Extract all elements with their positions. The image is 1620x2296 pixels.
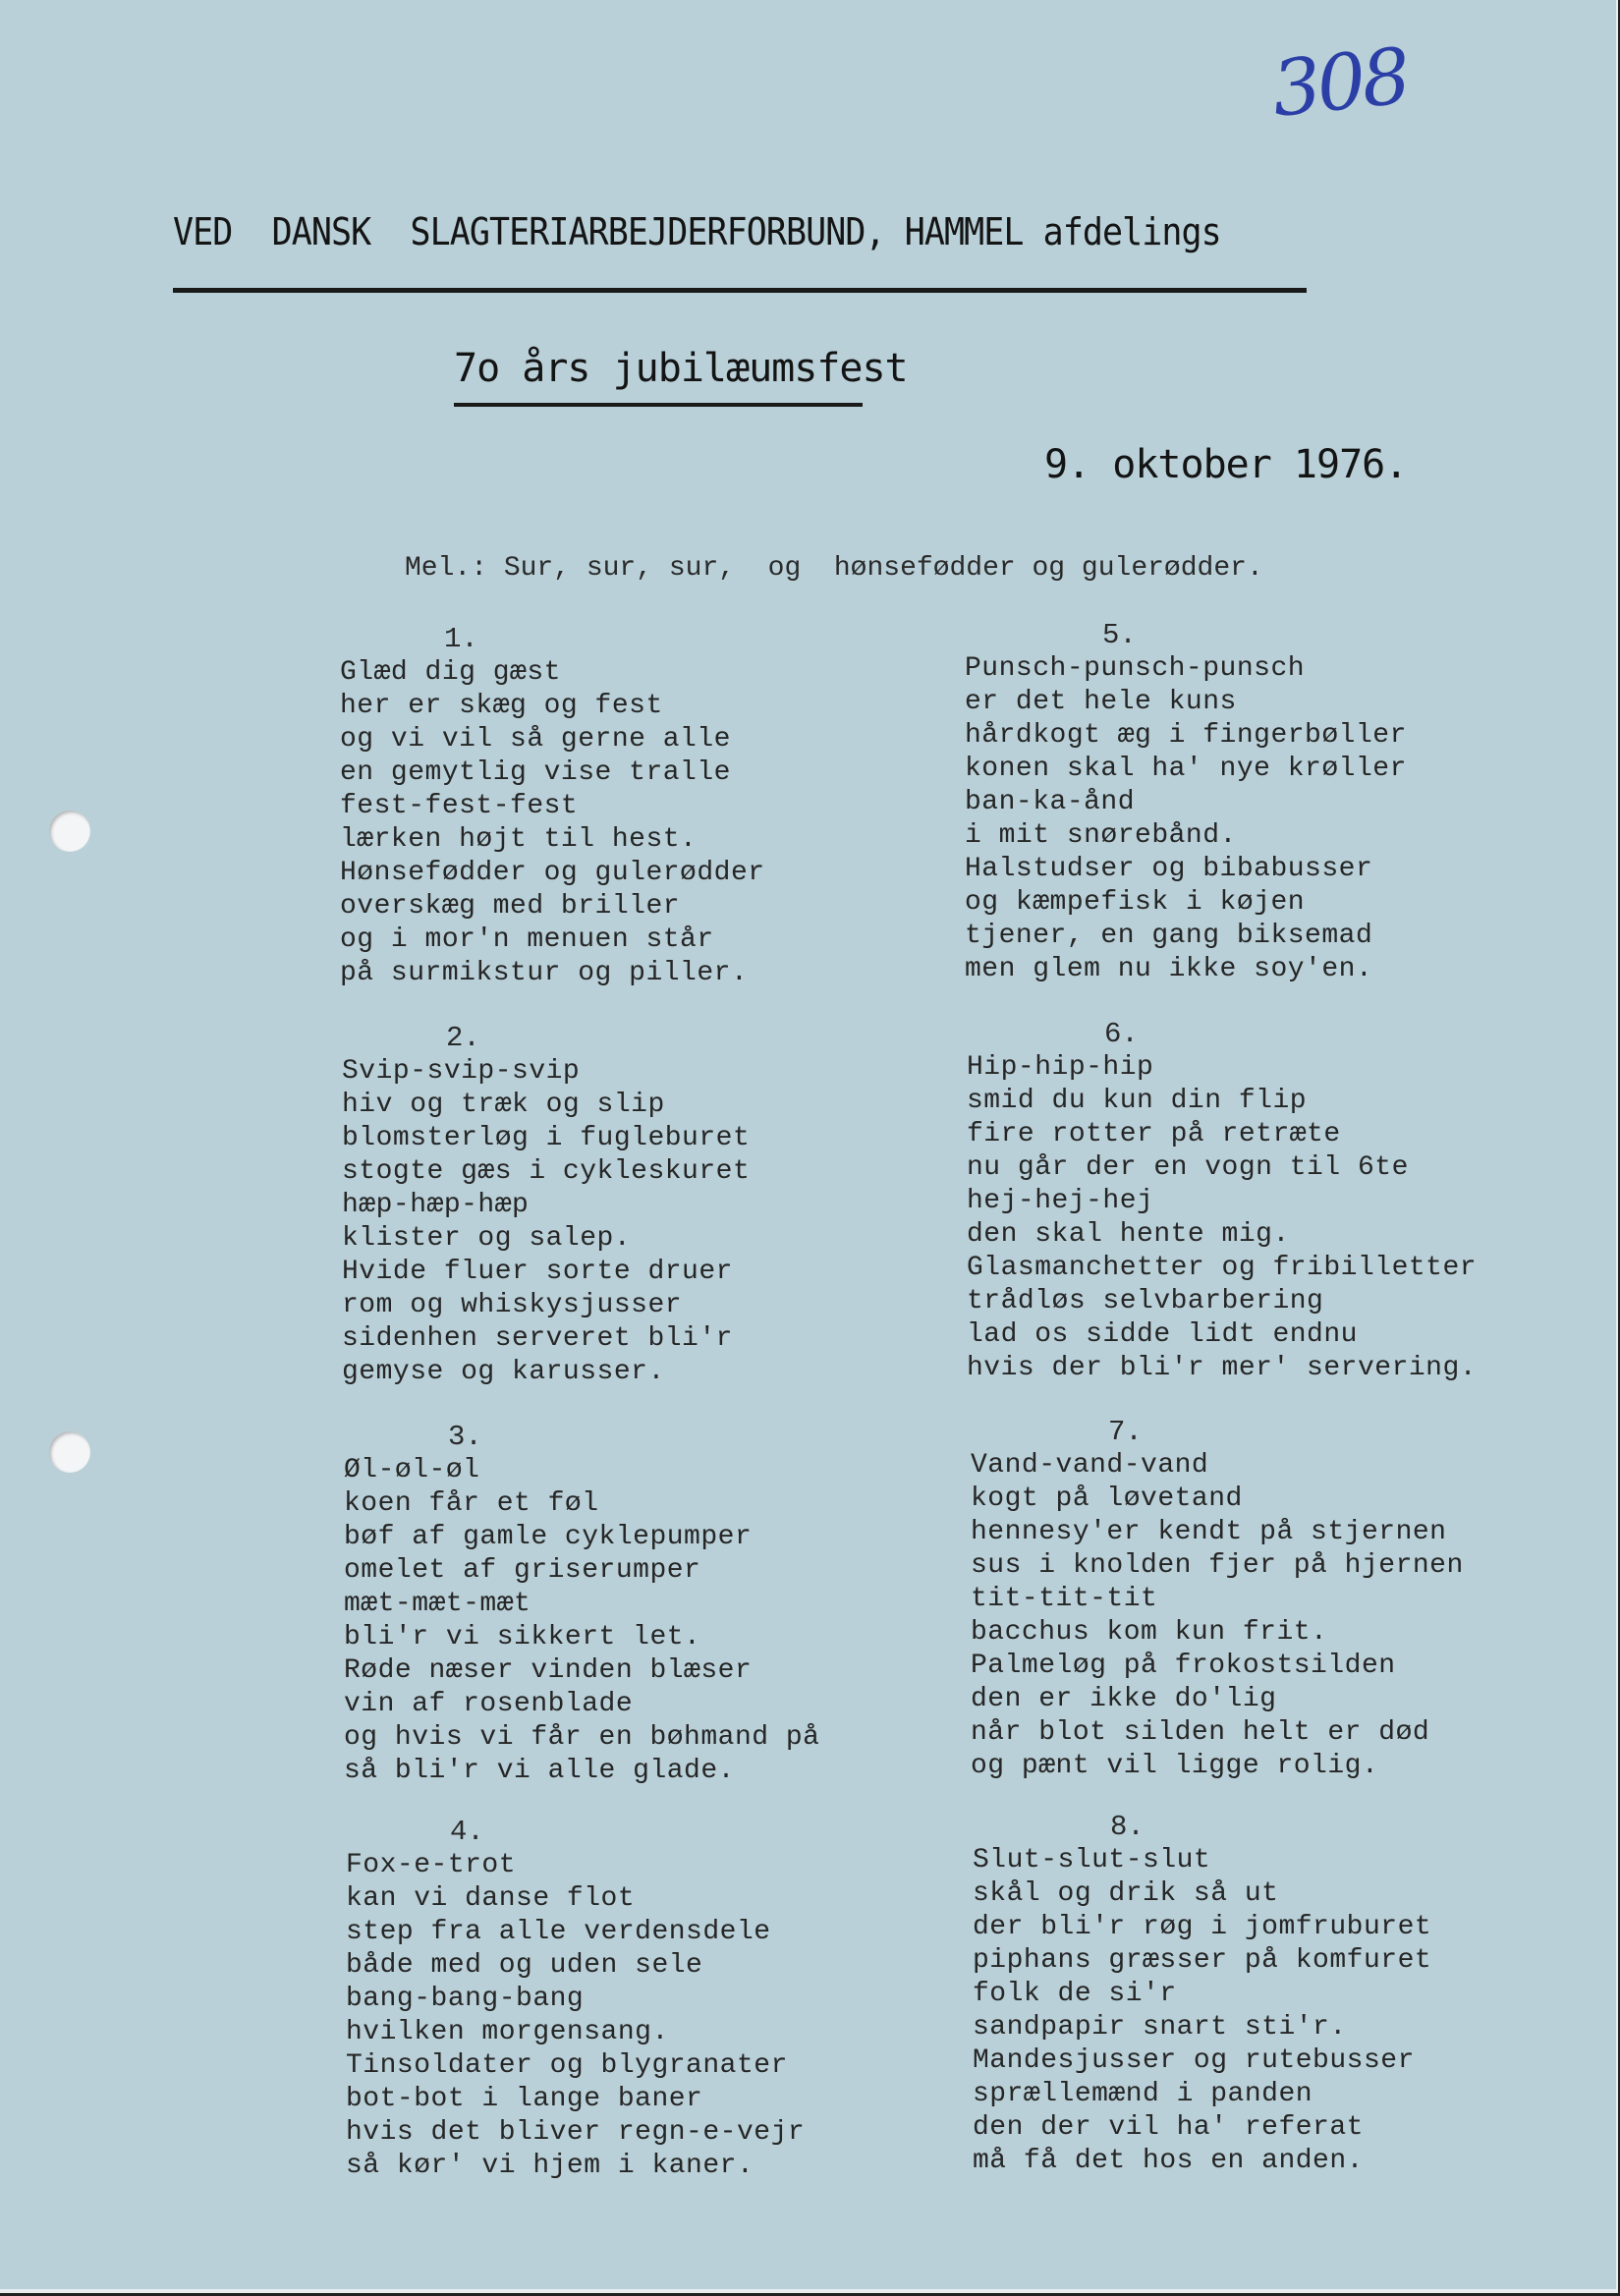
verse-line: Hønsefødder og gulerødder [340, 858, 765, 888]
verse-number: 1. [444, 623, 478, 655]
verse-line: konen skal ha' nye krøller [965, 754, 1407, 784]
verse-line: Punsch-punsch-punsch [965, 653, 1306, 684]
verse-line: hårdkogt æg i fingerbøller [965, 720, 1407, 751]
verse-line: omelet af griserumper [344, 1555, 701, 1586]
event-date: 9. oktober 1976. [1044, 442, 1408, 487]
verse-number: 2. [446, 1022, 480, 1054]
verse-number: 3. [448, 1421, 482, 1453]
verse-lines [346, 1849, 805, 2183]
verse-line: hennesy'er kendt på stjernen [971, 1517, 1447, 1547]
verse-line: og i mor'n menuen står [340, 924, 714, 955]
verse-line: er det hele kuns [965, 687, 1237, 717]
verse-line: sus i knolden fjer på hjernen [971, 1550, 1464, 1581]
verse-number: 4. [450, 1816, 484, 1848]
verse-line: Vand-vand-vand [971, 1450, 1209, 1481]
verse-line: skål og drik så ut [973, 1878, 1279, 1909]
verse-2 [342, 1022, 750, 1389]
verse-line: den skal hente mig. [967, 1219, 1290, 1250]
verse-line: step fra alle verdensdele [346, 1917, 771, 1947]
verse-line: og hvis vi får en bøhmand på [344, 1722, 820, 1753]
verse-line: mæt-mæt-mæt [344, 1589, 531, 1619]
verse-line: så kør' vi hjem i kaner. [346, 2151, 754, 2181]
verse-line: hæp-hæp-hæp [342, 1190, 530, 1220]
verse-line: Hip-hip-hip [967, 1052, 1154, 1083]
verse-line: Svip-svip-svip [342, 1056, 581, 1087]
verse-line: en gemytlig vise tralle [340, 757, 731, 788]
verse-5 [965, 619, 1407, 986]
verse-line: så bli'r vi alle glade. [344, 1756, 735, 1786]
verse-line: piphans græsser på komfuret [973, 1945, 1432, 1976]
verse-lines [967, 1051, 1477, 1385]
verse-line: blomsterløg i fugleburet [342, 1123, 751, 1153]
verse-line: hej-hej-hej [967, 1186, 1154, 1216]
verse-line: hiv og træk og slip [342, 1090, 665, 1120]
verse-line: her er skæg og fest [340, 691, 663, 721]
document-heading: VED DANSK SLAGTERIARBEJDERFORBUND, HAMMEL afdelings [173, 210, 1221, 253]
handwritten-archive-number: 308 [1267, 32, 1412, 135]
verse-line: bacchus kom kun frit. [971, 1617, 1328, 1648]
verse-line: overskæg med briller [340, 891, 681, 922]
verse-line: kogt på løvetand [971, 1484, 1243, 1514]
verse-line: hvilken morgensang. [346, 2017, 669, 2047]
verse-number: 6. [1104, 1018, 1139, 1050]
verse-line: bøf af gamle cyklepumper [344, 1522, 753, 1552]
verse-4 [346, 1816, 805, 2183]
verse-lines [344, 1454, 819, 1788]
verse-line: i mit snørebånd. [965, 820, 1237, 851]
verse-line: vin af rosenblade [344, 1689, 634, 1719]
document-subtitle: 7o års jubilæumsfest [454, 346, 908, 391]
verse-line: gemyse og karusser. [342, 1357, 665, 1387]
verse-line: tjener, en gang biksemad [965, 921, 1373, 951]
verse-line: og kæmpefisk i køjen [965, 887, 1306, 918]
verse-line: Mandesjusser og rutebusser [973, 2045, 1415, 2076]
verse-line: Glasmanchetter og fribilletter [967, 1253, 1478, 1283]
verse-line: Halstudser og bibabusser [965, 854, 1373, 884]
verse-line: Hvide fluer sorte druer [342, 1257, 733, 1287]
verse-line: Tinsoldater og blygranater [346, 2050, 788, 2081]
verse-6 [967, 1018, 1477, 1385]
verse-3 [344, 1421, 819, 1788]
verse-lines [971, 1449, 1464, 1783]
verse-line: Glæd dig gæst [340, 657, 561, 688]
verse-line: trådløs selvbarbering [967, 1286, 1324, 1316]
verse-line: fest-fest-fest [340, 791, 579, 821]
verse-line: sprællemænd i panden [973, 2079, 1313, 2109]
verse-line: nu går der en vogn til 6te [967, 1152, 1409, 1183]
verse-lines [965, 652, 1407, 986]
verse-line: bang-bang-bang [346, 1984, 585, 2014]
verse-line: bot-bot i lange baner [346, 2084, 703, 2114]
verse-line: når blot silden helt er død [971, 1717, 1430, 1748]
verse-line: Slut-slut-slut [973, 1845, 1211, 1876]
verse-line: bli'r vi sikkert let. [344, 1622, 701, 1652]
verse-number: 8. [1110, 1811, 1145, 1843]
verse-8 [973, 1811, 1431, 2178]
verse-line: hvis der bli'r mer' servering. [967, 1353, 1478, 1383]
subtitle-underline [454, 403, 863, 407]
verse-number: 7. [1108, 1416, 1143, 1448]
heading-underline [173, 288, 1307, 293]
verse-line: klister og salep. [342, 1223, 632, 1254]
verse-line: og pænt vil ligge rolig. [971, 1751, 1379, 1781]
verse-line: Palmeløg på frokostsilden [971, 1651, 1396, 1681]
verse-line: Røde næser vinden blæser [344, 1655, 753, 1686]
verse-number: 5. [1102, 619, 1137, 651]
verse-line: smid du kun din flip [967, 1086, 1308, 1116]
verse-line: på surmikstur og piller. [340, 958, 749, 988]
verse-line: sidenhen serveret bli'r [342, 1323, 733, 1354]
punch-hole [49, 811, 90, 852]
verse-lines [973, 1844, 1431, 2178]
verse-line: lad os sidde lidt endnu [967, 1319, 1358, 1350]
verse-line: rom og whiskysjusser [342, 1290, 683, 1320]
verse-line: folk de si'r [973, 1979, 1177, 2009]
verse-line: fire rotter på retræte [967, 1119, 1341, 1149]
verse-1 [340, 623, 765, 990]
verse-line: kan vi danse flot [346, 1883, 636, 1914]
verse-line: men glem nu ikke soy'en. [965, 954, 1373, 984]
melody-line: Mel.: Sur, sur, sur, og hønsefødder og gulerødder. [405, 553, 1263, 584]
verse-lines [342, 1055, 750, 1389]
verse-line: Fox-e-trot [346, 1850, 517, 1880]
verse-line: hvis det bliver regn-e-vejr [346, 2117, 806, 2148]
verse-line: tit-tit-tit [971, 1584, 1158, 1614]
verse-line: ban-ka-ånd [965, 787, 1136, 817]
verse-line: må få det hos en anden. [973, 2146, 1364, 2176]
punch-hole [49, 1431, 90, 1473]
verse-lines [340, 656, 765, 990]
verse-line: koen får et føl [344, 1488, 599, 1519]
verse-line: sandpapir snart sti'r. [973, 2012, 1347, 2043]
verse-line: Øl-øl-øl [344, 1455, 480, 1485]
verse-line: stogte gæs i cykleskuret [342, 1156, 751, 1187]
verse-line: den der vil ha' referat [973, 2112, 1364, 2143]
verse-line: både med og uden sele [346, 1950, 703, 1981]
verse-line: og vi vil så gerne alle [340, 724, 731, 755]
verse-7 [971, 1416, 1464, 1783]
verse-line: den er ikke do'lig [971, 1684, 1277, 1714]
verse-line: lærken højt til hest. [340, 824, 698, 855]
verse-line: der bli'r røg i jomfruburet [973, 1912, 1432, 1942]
